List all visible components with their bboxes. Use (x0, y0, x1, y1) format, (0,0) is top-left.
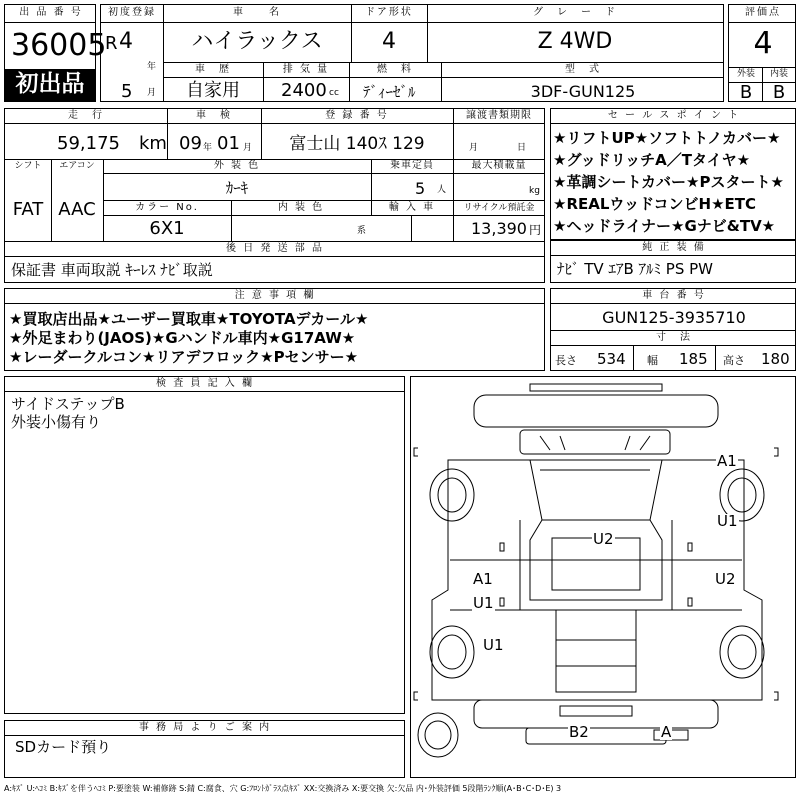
equipment: ﾅﾋﾞ TV ｴｱB ｱﾙﾐ PS PW (557, 260, 713, 278)
inspection-year-unit: 年 (203, 143, 213, 153)
legend: A:ｷｽﾞ U:ﾍｺﾐ B:ｷｽﾞを伴うﾍｺﾐ P:要塗装 W:補修跡 S:錆 C:腐食、穴 G:ﾌﾛﾝﾄｶﾞﾗｽ点ｷｽﾞ XX:交換済み X:要交換 欠:欠品 内･外装評価 5段階ﾗﾝｸ順(A･B･C･D･E) 3 (4, 784, 562, 793)
car-name-label: 車 名 (233, 7, 281, 18)
sales-point-line: ★REALウッドコンビH★ETC (553, 195, 756, 213)
model-code: 3DF-GUN125 (530, 82, 636, 101)
sales-point-line: ★ヘッドライナー★Gナビ&TV★ (553, 217, 776, 235)
ac-label: エアコン (59, 161, 95, 171)
length: 534 (597, 350, 626, 368)
equipment-label: 純 正 装 備 (642, 242, 706, 253)
displacement-label: 排 気 量 (282, 64, 330, 75)
inspector-note: 外装小傷有り (11, 413, 102, 431)
transfer-day-unit: 日 (517, 143, 527, 153)
sales-points-box (550, 108, 796, 240)
chassis-box (550, 288, 796, 371)
later-parts-label: 後 日 発 送 部 品 (226, 243, 324, 254)
inspector-box (4, 376, 405, 714)
dims-label: 寸 法 (656, 332, 692, 343)
first-reg-era: R (105, 33, 118, 54)
damage-mark: A1 (717, 452, 737, 470)
first-reg-label: 初度登録 (108, 7, 156, 18)
color-label: 外 装 色 (213, 160, 261, 171)
notes-box (4, 288, 545, 371)
grade: Z 4WD (537, 29, 613, 54)
office-label: 事 務 局 よ り ご 案 内 (138, 722, 272, 733)
door-type: 4 (382, 29, 396, 54)
recycle-fee: 13,390 (471, 219, 527, 238)
capacity-label: 乗車定員 (390, 160, 434, 171)
note-line: ★買取店出品★ユーザー買取車★TOYOTAデカール★ (9, 310, 369, 328)
mileage: 59,175 (57, 133, 120, 154)
inspector-label: 検 査 員 記 入 欄 (156, 378, 254, 389)
score-label: 評価点 (745, 7, 781, 18)
displacement: 2400 (281, 80, 327, 101)
interior-color-label: 内 装 色 (277, 202, 325, 213)
width-label: 幅 (647, 354, 658, 367)
header-main-box (100, 4, 724, 102)
sales-point-line: ★リフトUP★ソフトトノカバー★ (553, 129, 781, 147)
notes-label: 注 意 事 項 欄 (234, 290, 316, 301)
height-label: 高さ (723, 354, 745, 367)
import-label: 輸 入 車 (388, 202, 436, 213)
history-label: 車 歴 (195, 64, 231, 75)
shift-label: シフト (14, 161, 42, 171)
transfer-month-unit: 月 (469, 143, 479, 153)
chassis-number: GUN125-3935710 (602, 308, 746, 327)
fuel: ﾃﾞｨｰｾﾞﾙ (363, 83, 416, 101)
first-reg-month-unit: 月 (147, 88, 157, 98)
damage-mark: U2 (715, 570, 736, 588)
exterior-color: ｶｰｷ (225, 179, 249, 197)
exterior-label: 外装 (736, 69, 756, 79)
damage-mark: B2 (569, 723, 589, 741)
history: 自家用 (186, 80, 240, 101)
lot-number: 36005 (11, 28, 107, 63)
recycle-fee-unit: 円 (529, 223, 542, 237)
inspector-note: サイドステップB (11, 395, 125, 413)
first-reg-year: 4 (119, 29, 133, 54)
exterior-grade: B (739, 82, 753, 103)
transfer-label: 譲渡書類期限 (466, 110, 532, 121)
first-reg-month: 5 (121, 81, 133, 102)
door-label: ドア形状 (365, 7, 413, 18)
interior-label: 内装 (769, 69, 789, 79)
sales-point-line: ★グッドリッチA／Tタイヤ★ (553, 151, 751, 169)
aircon: AAC (58, 199, 96, 220)
mileage-unit: km (139, 133, 167, 154)
color-number: 6X1 (149, 218, 185, 239)
displacement-unit: cc (329, 88, 339, 98)
damage-mark: U1 (483, 636, 504, 654)
width: 185 (679, 350, 708, 368)
shift: FAT (12, 199, 44, 220)
interior-grade: B (772, 82, 786, 103)
color-no-label: カラー No. (135, 202, 199, 213)
capacity-unit: 人 (437, 185, 447, 195)
inspection-label: 車 検 (196, 110, 232, 121)
height: 180 (761, 350, 790, 368)
car-name: ハイラックス (191, 29, 323, 54)
inspection-year: 09 (179, 133, 202, 154)
office-box (4, 720, 405, 778)
sales-point-line: ★革調シートカバー★Pスタート★ (553, 173, 784, 191)
capacity: 5 (415, 179, 426, 198)
model-label: 型 式 (565, 64, 601, 75)
sales-points-label: セ ー ル ス ポ イ ン ト (607, 110, 741, 121)
grade-label: グ レ ー ド (533, 7, 617, 18)
vehicle-info-grid (4, 108, 545, 283)
note-line: ★外足まわり(JAOS)★Gハンドル車内★G17AW★ (9, 329, 356, 347)
overall-score: 4 (753, 26, 773, 61)
lot-number-box (4, 4, 107, 102)
damage-mark: U1 (473, 594, 494, 612)
registration-number: 富士山 140ｽ 129 (289, 134, 425, 154)
mileage-label: 走 行 (68, 110, 104, 121)
inspection-month: 01 (217, 133, 240, 154)
damage-mark: A (661, 723, 672, 741)
length-label: 長さ (555, 354, 577, 367)
damage-mark: U2 (593, 530, 614, 548)
first-reg-year-unit: 年 (147, 62, 157, 72)
recycle-label: リサイクル預託金 (463, 203, 535, 213)
note-line: ★レーダークルコン★リアデフロック★Pセンサー★ (9, 348, 359, 366)
max-load-label: 最大積載量 (471, 160, 527, 171)
damage-mark: A1 (473, 570, 493, 588)
damage-diagram-box (410, 376, 796, 778)
later-parts: 保証書 車両取説 ｷｰﾚｽ ﾅﾋﾞ取説 (11, 261, 213, 279)
fuel-label: 燃 料 (377, 64, 413, 75)
interior-color-unit: 系 (357, 226, 367, 236)
reg-no-label: 登 録 番 号 (325, 110, 389, 121)
chassis-label: 車 台 番 号 (642, 290, 706, 301)
lot-number-label: 出 品 番 号 (19, 7, 83, 18)
office-note: SDカード預り (15, 738, 112, 756)
first-time-badge: 初出品 (5, 69, 95, 101)
damage-mark: U1 (717, 512, 738, 530)
equipment-box (550, 240, 796, 283)
score-box (728, 4, 796, 102)
inspection-month-unit: 月 (243, 143, 253, 153)
max-load-unit: kg (529, 186, 540, 196)
